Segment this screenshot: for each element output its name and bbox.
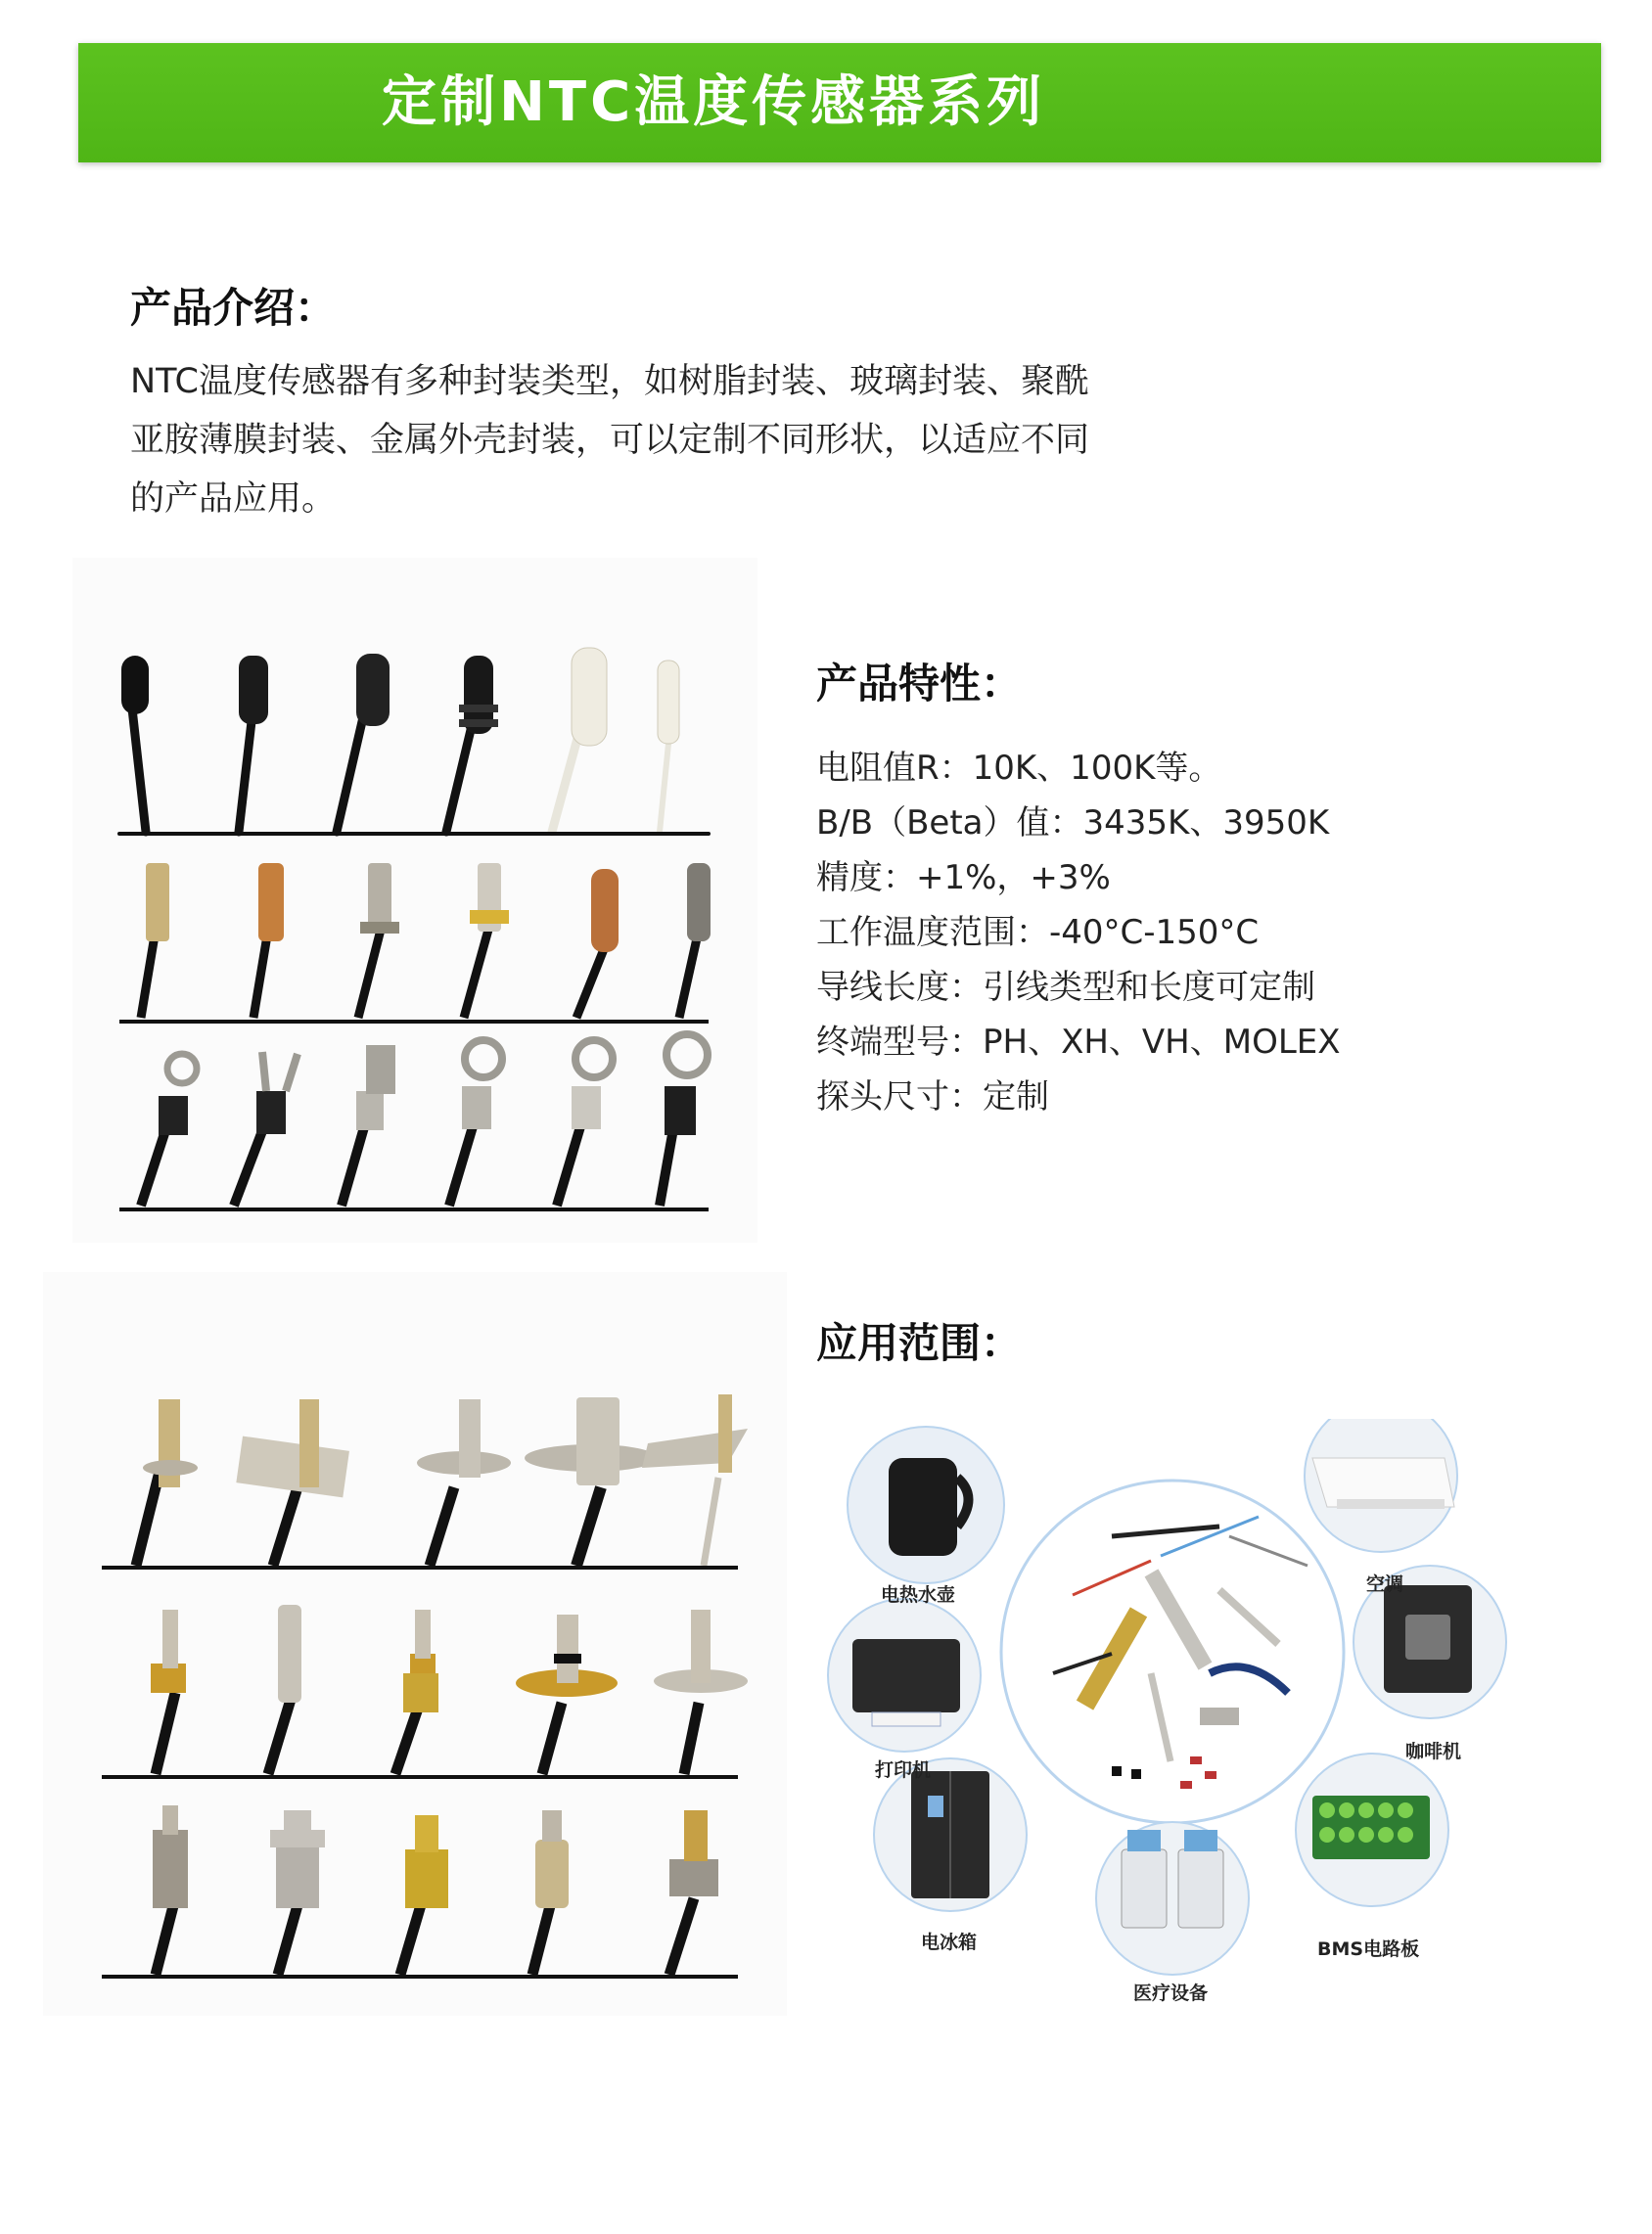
features-list <box>816 741 1341 1124</box>
feature-probe-size: 探头尺寸：定制 <box>816 1077 1049 1117</box>
applications-heading: 应用范围： <box>816 1319 1023 1367</box>
label-coffee-machine: 咖啡机 <box>1405 1741 1462 1762</box>
page-title: 定制NTC温度传感器系列 <box>382 70 1046 134</box>
features-heading: 产品特性： <box>816 660 1023 707</box>
label-printer: 打印机 <box>875 1759 932 1781</box>
feature-terminal: 终端型号：PH、XH、VH、MOLEX <box>816 1023 1341 1062</box>
feature-accuracy: 精度：+1%，+3% <box>816 858 1111 897</box>
printer-image <box>828 1599 981 1752</box>
bms-battery-image <box>1296 1754 1448 1906</box>
intro-paragraph <box>130 352 1177 528</box>
label-medical-equipment: 医疗设备 <box>1133 1983 1209 2004</box>
intro-line-3: 的产品应用。 <box>130 479 337 519</box>
kettle-image <box>848 1427 1004 1583</box>
applications-diagram <box>818 1419 1523 2026</box>
label-kettle: 电热水壶 <box>881 1584 956 1606</box>
probe-row-tube <box>119 863 711 1022</box>
medical-equipment-image <box>1096 1822 1249 1975</box>
label-air-conditioner: 空调 <box>1366 1573 1404 1595</box>
intro-line-1: NTC温度传感器有多种封装类型，如树脂封装、玻璃封装、聚酰 <box>130 362 1089 401</box>
probe-photo-bottom <box>43 1272 787 2016</box>
label-bms-board: BMS电路板 <box>1317 1938 1420 1960</box>
intro-line-2: 亚胺薄膜封装、金属外壳封装，可以定制不同形状，以适应不同 <box>130 421 1090 460</box>
sensor-cluster-image <box>1001 1481 1344 1823</box>
probe-row-flange <box>102 1394 748 1568</box>
intro-heading: 产品介绍： <box>130 284 337 332</box>
probe-photo-top <box>72 558 757 1243</box>
probe-row-threaded-nut <box>102 1605 748 1777</box>
probe-row-ring <box>119 1034 709 1209</box>
air-conditioner-image <box>1305 1419 1457 1552</box>
label-refrigerator: 电冰箱 <box>921 1932 978 1953</box>
title-banner <box>78 43 1601 162</box>
feature-temp-range: 工作温度范围：-40°C-150°C <box>816 913 1260 952</box>
probe-row-resin <box>119 648 709 834</box>
feature-beta: B/B（Beta）值：3435K、3950K <box>816 803 1330 843</box>
probe-row-threaded-bolt <box>102 1805 738 1977</box>
feature-resistance: 电阻值R：10K、100K等。 <box>816 749 1222 788</box>
feature-lead-length: 导线长度：引线类型和长度可定制 <box>816 968 1315 1007</box>
